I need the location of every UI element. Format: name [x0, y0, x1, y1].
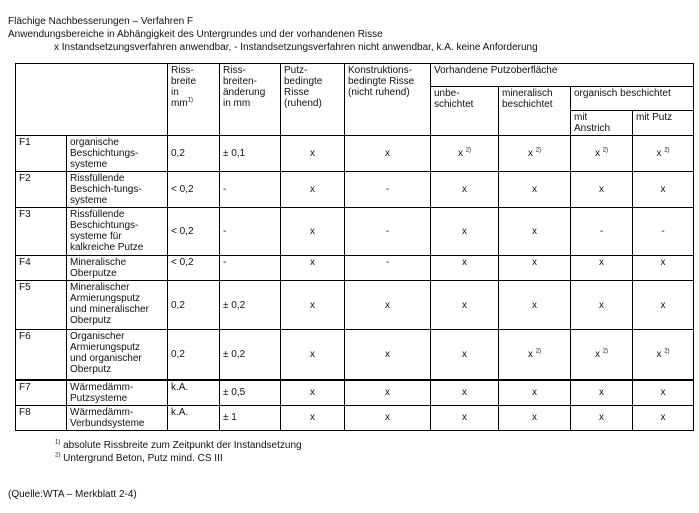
source-citation: (Quelle:WTA – Merkblatt 2-4)	[8, 489, 137, 500]
cell-rissbreitenaenderung: -	[220, 172, 281, 208]
cell-mit-anstrich: x $^{2)}$	[571, 330, 633, 380]
cell-mineralisch: x $^{2)}$	[499, 330, 571, 380]
cell-konstruktion: -	[345, 256, 431, 281]
cell-mit-anstrich: x	[571, 380, 633, 406]
header-putzbedingt: Putz- bedingte Risse (ruhend)	[281, 64, 345, 136]
table-row	[16, 172, 694, 208]
table-row	[16, 208, 694, 256]
cell-mineralisch: x	[499, 172, 571, 208]
cell-rissbreite: 0,2	[168, 330, 220, 380]
cell-rissbreite: < 0,2	[168, 208, 220, 256]
row-name: organische Beschichtungs- systeme	[67, 136, 168, 172]
row-name: Mineralische Oberputze	[67, 256, 168, 281]
row-name: Wärmedämm- Verbundsysteme	[67, 405, 168, 430]
cell-putzbedingt: x	[281, 172, 345, 208]
table-row	[16, 405, 694, 430]
cell-mit-putz: x $^{2)}$	[633, 330, 694, 380]
row-name: Rissfüllende Beschichtungs- systeme für kalkreiche Putze	[67, 208, 168, 256]
row-id: F2	[16, 172, 67, 208]
row-name: Rissfüllende Beschich-tungs- systeme	[67, 172, 168, 208]
cell-unbeschichtet: x	[431, 281, 499, 330]
cell-putzbedingt: x	[281, 380, 345, 406]
row-id: F5	[16, 281, 67, 330]
cell-mit-anstrich: -	[571, 208, 633, 256]
footnote-2: $^{2)}$ Untergrund Beton, Putz mind. CS III	[55, 452, 223, 464]
applications-table	[15, 63, 694, 431]
cell-mineralisch: x	[499, 208, 571, 256]
cell-putzbedingt: x	[281, 208, 345, 256]
cell-mit-putz: x	[633, 172, 694, 208]
row-name: Wärmedämm- Putzsysteme	[67, 380, 168, 406]
header-rissbreitenaenderung: Riss- breiten- änderung in mm	[220, 64, 281, 136]
table-row	[16, 330, 694, 380]
cell-unbeschichtet: x	[431, 380, 499, 406]
cell-mit-putz: x	[633, 281, 694, 330]
legend-text: x Instandsetzungsverfahren anwendbar, - Instandsetzungsverfahren nicht anwendbar, k.A. keine Anforderung	[54, 42, 538, 53]
cell-rissbreitenaenderung: -	[220, 256, 281, 281]
cell-mit-putz: x	[633, 256, 694, 281]
header-putzoberflaeche: Vorhandene Putzoberfläche	[431, 64, 694, 87]
cell-unbeschichtet: x	[431, 330, 499, 380]
cell-mineralisch: x	[499, 405, 571, 430]
document-title: Flächige Nachbesserungen – Verfahren F	[8, 16, 194, 27]
header-unbeschichtet: unbe- schichtet	[431, 87, 499, 136]
cell-putzbedingt: x	[281, 281, 345, 330]
cell-mineralisch: x	[499, 380, 571, 406]
header-organisch: organisch beschichtet	[571, 87, 694, 111]
cell-mit-putz: x $^{2)}$	[633, 136, 694, 172]
cell-mit-anstrich: x	[571, 256, 633, 281]
cell-rissbreite: k.A.	[168, 405, 220, 430]
cell-unbeschichtet: x	[431, 172, 499, 208]
row-id: F4	[16, 256, 67, 281]
cell-mit-anstrich: x $^{2)}$	[571, 136, 633, 172]
cell-mineralisch: x	[499, 281, 571, 330]
table-row	[16, 281, 694, 330]
table-row	[16, 136, 694, 172]
document-subtitle: Anwendungsbereiche in Abhängigkeit des Untergrundes und der vorhandenen Risse	[8, 29, 383, 40]
cell-konstruktion: -	[345, 172, 431, 208]
cell-unbeschichtet: x	[431, 256, 499, 281]
cell-konstruktion: -	[345, 208, 431, 256]
header-mit-anstrich: mit Anstrich	[571, 111, 633, 136]
cell-unbeschichtet: x	[431, 405, 499, 430]
header-row-1	[16, 64, 694, 87]
cell-rissbreite: 0,2	[168, 136, 220, 172]
header-empty	[16, 64, 168, 136]
cell-rissbreitenaenderung: ± 0,2	[220, 281, 281, 330]
header-rissbreite: Riss- breite in $mm^{1)}$	[168, 64, 220, 136]
cell-mit-putz: x	[633, 380, 694, 406]
row-id: F7	[16, 380, 67, 406]
footnote-1: $^{1)}$ absolute Rissbreite zum Zeitpunkt der Instandsetzung	[55, 439, 302, 451]
cell-rissbreitenaenderung: ± 0,2	[220, 330, 281, 380]
table-row	[16, 256, 694, 281]
cell-mit-putz: x	[633, 405, 694, 430]
cell-konstruktion: x	[345, 281, 431, 330]
cell-mineralisch: x $^{2)}$	[499, 136, 571, 172]
cell-rissbreitenaenderung: ± 0,5	[220, 380, 281, 406]
cell-unbeschichtet: x $^{2)}$	[431, 136, 499, 172]
cell-putzbedingt: x	[281, 136, 345, 172]
cell-putzbedingt: x	[281, 330, 345, 380]
cell-rissbreite: < 0,2	[168, 256, 220, 281]
cell-rissbreitenaenderung: ± 0,1	[220, 136, 281, 172]
cell-rissbreite: < 0,2	[168, 172, 220, 208]
cell-mit-putz: -	[633, 208, 694, 256]
cell-konstruktion: x	[345, 330, 431, 380]
cell-mit-anstrich: x	[571, 405, 633, 430]
header-mineralisch: mineralisch beschichtet	[499, 87, 571, 136]
row-name: Organischer Armierungsputz und organischer Oberputz	[67, 330, 168, 380]
cell-mit-anstrich: x	[571, 172, 633, 208]
cell-unbeschichtet: x	[431, 208, 499, 256]
cell-rissbreitenaenderung: -	[220, 208, 281, 256]
cell-putzbedingt: x	[281, 256, 345, 281]
row-id: F8	[16, 405, 67, 430]
cell-putzbedingt: x	[281, 405, 345, 430]
cell-mit-anstrich: x	[571, 281, 633, 330]
header-konstruktion: Konstruktions- bedingte Risse (nicht ruhend)	[345, 64, 431, 136]
row-id: F6	[16, 330, 67, 380]
cell-rissbreite: k.A.	[168, 380, 220, 406]
header-mit-putz: mit Putz	[633, 111, 694, 136]
cell-konstruktion: x	[345, 380, 431, 406]
row-id: F1	[16, 136, 67, 172]
cell-konstruktion: x	[345, 136, 431, 172]
cell-konstruktion: x	[345, 405, 431, 430]
row-id: F3	[16, 208, 67, 256]
table-row	[16, 380, 694, 406]
cell-rissbreite: 0,2	[168, 281, 220, 330]
row-name: Mineralischer Armierungsputz und mineralischer Oberputz	[67, 281, 168, 330]
cell-rissbreitenaenderung: ± 1	[220, 405, 281, 430]
cell-mineralisch: x	[499, 256, 571, 281]
